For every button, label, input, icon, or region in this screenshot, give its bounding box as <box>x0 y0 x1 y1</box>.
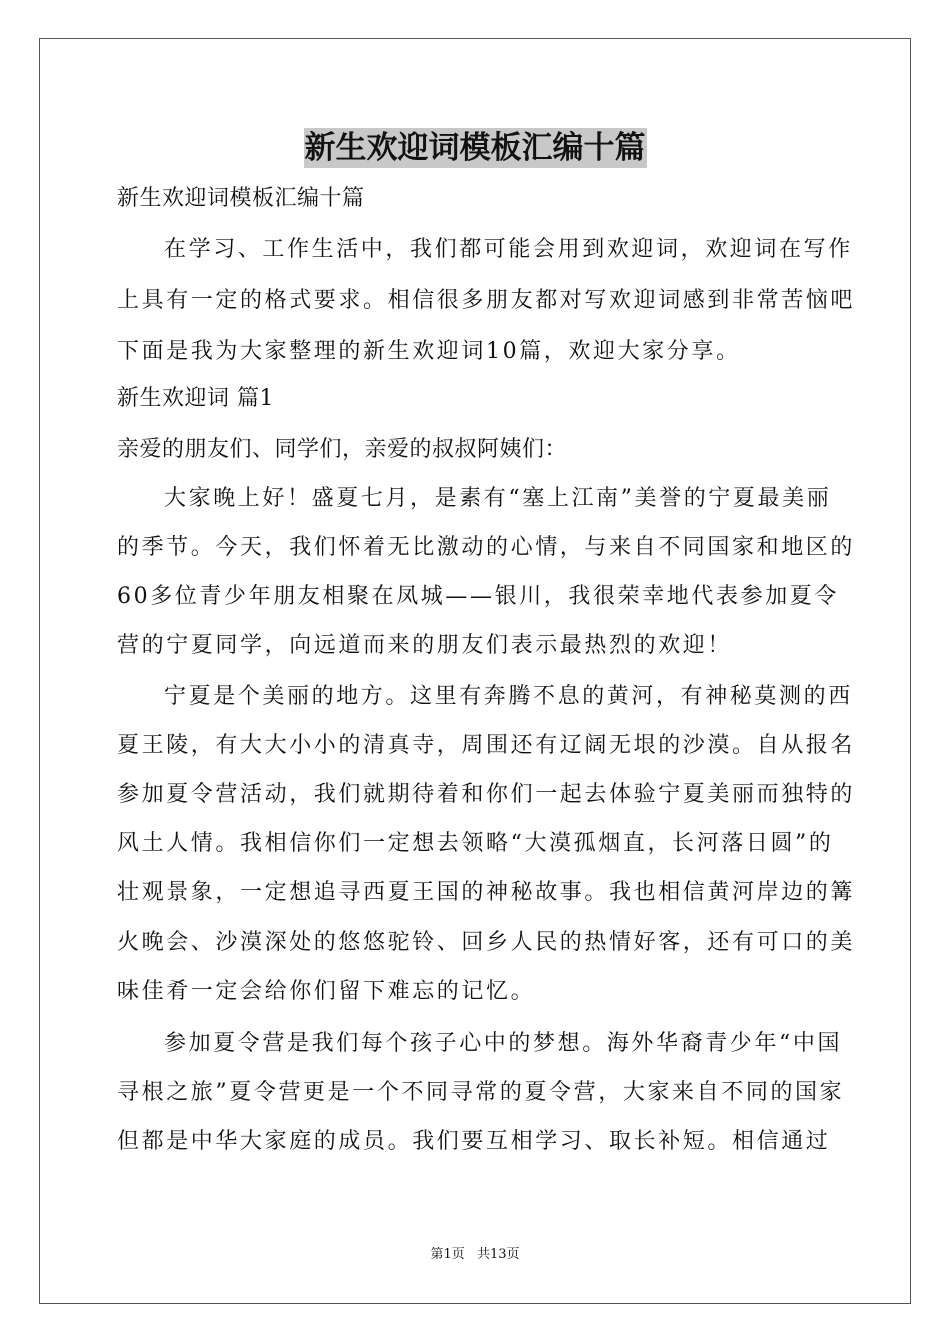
intro-line: 下面是我为大家整理的新生欢迎词10篇，欢迎大家分享。 <box>117 339 741 364</box>
document-subtitle: 新生欢迎词模板汇编十篇 <box>117 186 365 211</box>
paragraph-line: 的季节。今天，我们怀着无比激动的心情，与来自不同国家和地区的 <box>117 535 856 560</box>
paragraph-line: 味佳肴一定会给你们留下难忘的记忆。 <box>117 979 536 1004</box>
paragraph-line: 60多位青少年朋友相聚在凤城——银川，我很荣幸地代表参加夏令 <box>117 584 839 609</box>
paragraph-line: 参加夏令营是我们每个孩子心中的梦想。海外华裔青少年“中国 <box>164 1031 843 1056</box>
paragraph-line: 夏王陵，有大大小小的清真寺，周围还有辽阔无垠的沙漠。自从报名 <box>117 733 856 758</box>
title-wrap <box>117 128 833 168</box>
paragraph-line: 火晚会、沙漠深处的悠悠驼铃、回乡人民的热情好客，还有可口的美 <box>117 930 856 955</box>
paragraph-line: 参加夏令营活动，我们就期待着和你们一起去体验宁夏美丽而独特的 <box>117 782 856 807</box>
paragraph-line: 寻根之旅”夏令营更是一个不同寻常的夏令营，大家来自不同的国家 <box>117 1080 845 1105</box>
page-number: 第1页 <box>430 1247 465 1262</box>
paragraph-line: 壮观景象，一定想追寻西夏王国的神秘故事。我也相信黄河岸边的篝 <box>117 880 856 905</box>
paragraph-line: 但都是中华大家庭的成员。我们要互相学习、取长补短。相信通过 <box>117 1129 831 1154</box>
document-title: 新生欢迎词模板汇编十篇 <box>304 130 646 166</box>
paragraph-line: 风土人情。我相信你们一定想去领略“大漠孤烟直，长河落日圆”的 <box>117 831 834 856</box>
paragraph-line: 大家晚上好！盛夏七月，是素有“塞上江南”美誉的宁夏最美丽 <box>164 486 832 511</box>
page-footer <box>0 1246 950 1264</box>
intro-line: 上具有一定的格式要求。相信很多朋友都对写欢迎词感到非常苦恼吧 <box>117 288 856 313</box>
paragraph-line: 营的宁夏同学，向远道而来的朋友们表示最热烈的欢迎！ <box>117 633 733 658</box>
page-total: 共13页 <box>476 1247 520 1262</box>
intro-line: 在学习、工作生活中，我们都可能会用到欢迎词，欢迎词在写作 <box>164 237 853 262</box>
page-border <box>39 38 911 1304</box>
paragraph-line: 宁夏是个美丽的地方。这里有奔腾不息的黄河，有神秘莫测的西 <box>164 684 853 709</box>
section-heading: 新生欢迎词 篇1 <box>117 386 274 411</box>
salutation: 亲爱的朋友们、同学们，亲爱的叔叔阿姨们： <box>117 437 568 462</box>
